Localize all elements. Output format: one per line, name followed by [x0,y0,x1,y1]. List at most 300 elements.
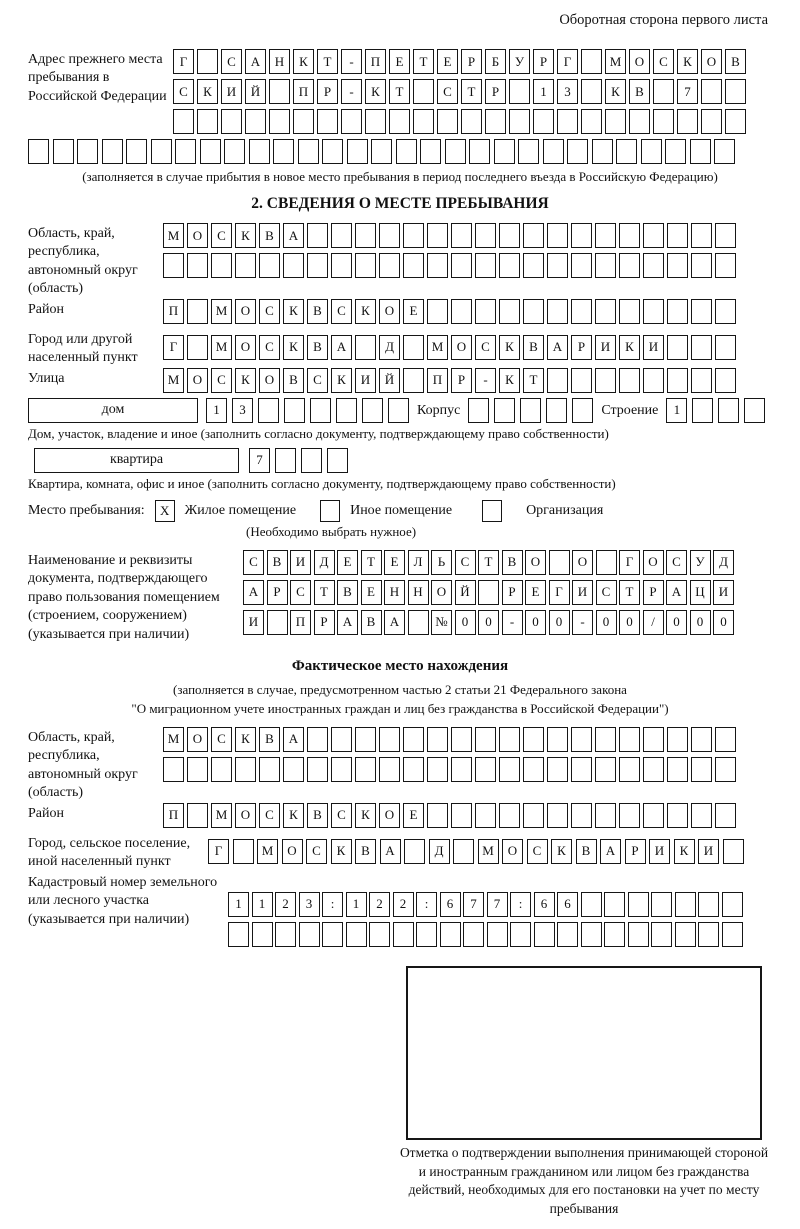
char-cell: : [416,892,437,917]
char-cell: Г [557,49,578,74]
document-row-2 [243,580,772,605]
char-cell: Е [437,49,458,74]
char-cell: 0 [549,610,570,635]
char-cell [369,922,390,947]
char-cell [523,223,544,248]
apartment-type-box: квартира [34,448,239,473]
district-label: Район [28,301,64,317]
char-cell [187,803,208,828]
char-cell [595,727,616,752]
char-cell [523,757,544,782]
char-cell: С [307,368,328,393]
char-cell: 1 [533,79,554,104]
char-cell [691,803,712,828]
char-cell [427,757,448,782]
char-cell: И [698,839,719,864]
char-cell [310,398,331,423]
district-row [163,299,772,324]
char-cell [604,892,625,917]
char-cell: - [475,368,496,393]
char-cell [534,922,555,947]
char-cell: В [259,223,280,248]
korpus-cells [468,398,593,423]
char-cell [451,757,472,782]
char-cell [499,299,520,324]
char-cell [445,139,466,164]
char-cell [714,139,735,164]
other-premise-label: Иное помещение [350,502,453,518]
char-cell [691,335,712,360]
street-block [28,368,772,398]
char-cell: Р [485,79,506,104]
char-cell [701,109,722,134]
char-cell: 3 [299,892,320,917]
char-cell [346,922,367,947]
char-cell: Д [314,550,335,575]
actual-region-block [28,727,772,803]
char-cell [667,253,688,278]
char-cell: С [290,580,311,605]
char-cell: 0 [713,610,734,635]
char-cell: Н [269,49,290,74]
char-cell [665,139,686,164]
char-cell [523,803,544,828]
char-cell [301,448,322,473]
char-cell: К [283,803,304,828]
char-cell [691,757,712,782]
char-cell [475,223,496,248]
stamp-box [406,966,762,1140]
char-cell: М [163,368,184,393]
char-cell [331,727,352,752]
char-cell [690,139,711,164]
char-cell [715,335,736,360]
char-cell: К [365,79,386,104]
checkbox-organization [482,500,502,522]
char-cell [269,79,290,104]
char-cell: Ц [690,580,711,605]
char-cell [403,223,424,248]
section2-title: 2. СВЕДЕНИЯ О МЕСТЕ ПРЕБЫВАНИЯ [251,195,549,212]
char-cell [102,139,123,164]
char-cell [725,79,746,104]
char-cell: 1 [206,398,227,423]
char-cell [197,109,218,134]
char-cell [571,757,592,782]
char-cell: А [245,49,266,74]
char-cell [667,757,688,782]
char-cell: Й [245,79,266,104]
char-cell: 6 [440,892,461,917]
char-cell: С [475,335,496,360]
char-cell: С [437,79,458,104]
char-cell: К [235,223,256,248]
char-cell [228,922,249,947]
stroenie-cells [666,398,765,423]
char-cell: Г [208,839,229,864]
char-cell [723,839,744,864]
city-block [28,329,772,368]
prev-address-row-3 [173,109,772,134]
char-cell: 7 [463,892,484,917]
organization-label: Организация [526,502,604,518]
char-cell [451,803,472,828]
char-cell: В [267,550,288,575]
char-cell: У [509,49,530,74]
char-cell [667,223,688,248]
char-cell [619,727,640,752]
char-cell [379,757,400,782]
char-cell [451,253,472,278]
char-cell [403,335,424,360]
char-cell [252,922,273,947]
char-cell [718,398,739,423]
prev-address-caption: (заполняется в случае прибытия в новое место пребывания в период последнего въезда в Российскую Федерацию) [82,169,718,184]
region-row-1 [163,223,772,248]
char-cell [547,299,568,324]
char-cell: С [331,299,352,324]
char-cell [322,922,343,947]
char-cell: О [187,368,208,393]
char-cell: 6 [557,892,578,917]
char-cell [307,223,328,248]
char-cell [629,109,650,134]
char-cell: Д [713,550,734,575]
char-cell: О [379,803,400,828]
char-cell [667,803,688,828]
char-cell [298,139,319,164]
char-cell [518,139,539,164]
char-cell [691,253,712,278]
place-type-label: Место пребывания: [28,502,145,518]
char-cell [533,109,554,134]
char-cell [651,892,672,917]
char-cell [595,757,616,782]
char-cell: М [257,839,278,864]
char-cell [549,550,570,575]
char-cell: Е [389,49,410,74]
char-cell [347,139,368,164]
char-cell: 0 [666,610,687,635]
char-cell [420,139,441,164]
char-cell: К [551,839,572,864]
cadastral-row-1 [228,892,772,917]
char-cell [675,892,696,917]
char-cell: К [235,727,256,752]
char-cell: 6 [534,892,555,917]
char-cell [571,368,592,393]
char-cell: Т [619,580,640,605]
char-cell [572,398,593,423]
char-cell: С [259,299,280,324]
char-cell: И [713,580,734,605]
char-cell [371,139,392,164]
char-cell [715,757,736,782]
char-cell [379,223,400,248]
char-cell: Т [314,580,335,605]
char-cell [299,922,320,947]
char-cell [317,109,338,134]
char-cell: Г [163,335,184,360]
char-cell [427,803,448,828]
char-cell [499,803,520,828]
char-cell: О [701,49,722,74]
checkbox-other-premise [320,500,340,522]
char-cell [604,922,625,947]
char-cell: Р [502,580,523,605]
char-cell [331,757,352,782]
prev-address-row-2 [173,79,772,104]
char-cell [592,139,613,164]
char-cell [619,253,640,278]
char-cell [259,757,280,782]
char-cell: 0 [525,610,546,635]
char-cell [596,550,617,575]
char-cell [691,299,712,324]
char-cell [437,109,458,134]
char-cell: К [677,49,698,74]
char-cell: 0 [478,610,499,635]
char-cell: П [163,803,184,828]
char-cell [451,727,472,752]
char-cell: О [451,335,472,360]
char-cell [547,803,568,828]
char-cell: К [331,839,352,864]
char-cell [616,139,637,164]
char-cell [628,892,649,917]
char-cell [355,757,376,782]
char-cell [691,727,712,752]
char-cell [667,299,688,324]
char-cell [725,109,746,134]
char-cell: Т [317,49,338,74]
char-cell: Б [485,49,506,74]
char-cell [605,109,626,134]
char-cell [595,253,616,278]
char-cell: Т [361,550,382,575]
char-cell [715,368,736,393]
char-cell: И [572,580,593,605]
char-cell [273,139,294,164]
char-cell [245,109,266,134]
char-cell [151,139,172,164]
char-cell: О [629,49,650,74]
char-cell [653,109,674,134]
street-label: Улица [28,370,65,386]
char-cell [628,922,649,947]
char-cell: 7 [487,892,508,917]
char-cell [355,253,376,278]
char-cell [355,223,376,248]
char-cell [619,803,640,828]
char-cell [595,299,616,324]
char-cell [499,223,520,248]
char-cell [355,335,376,360]
cadastral-block [28,872,772,952]
char-cell [571,223,592,248]
region-block [28,223,772,299]
char-cell: В [355,839,376,864]
char-cell: М [163,727,184,752]
char-cell: А [547,335,568,360]
char-cell: А [600,839,621,864]
char-cell: И [221,79,242,104]
char-cell [187,335,208,360]
char-cell: В [629,79,650,104]
char-cell [451,223,472,248]
char-cell: 2 [275,892,296,917]
actual-caption-line2: "О миграционном учете иностранных граждан и лиц без гражданства в Российской Федерации") [131,701,669,716]
char-cell [715,803,736,828]
char-cell: С [173,79,194,104]
actual-region-row-1 [163,727,772,752]
char-cell [307,757,328,782]
char-cell [701,79,722,104]
char-cell [744,398,765,423]
char-cell [619,299,640,324]
place-type-note: (Необходимо выбрать нужное) [246,523,417,539]
char-cell [499,757,520,782]
house-block [28,398,772,423]
char-cell: К [605,79,626,104]
char-cell: Р [451,368,472,393]
char-cell [520,398,541,423]
char-cell: Е [384,550,405,575]
char-cell: 2 [369,892,390,917]
char-cell: И [355,368,376,393]
char-cell: : [510,892,531,917]
char-cell: Т [389,79,410,104]
char-cell: С [259,335,280,360]
char-cell: Р [533,49,554,74]
char-cell [249,139,270,164]
char-cell [546,398,567,423]
stamp-caption: Отметка о подтверждении выполнения принимающей стороной и иностранным гражданином или лицом без гражданства действий, необходимых для его постановки на учет по месту пребывания [399,1144,769,1217]
char-cell: Ь [431,550,452,575]
char-cell: Т [461,79,482,104]
char-cell [307,727,328,752]
char-cell: В [523,335,544,360]
char-cell: № [431,610,452,635]
char-cell: Р [317,79,338,104]
char-cell: Е [403,803,424,828]
char-cell [667,335,688,360]
page-side-note: Оборотная сторона первого листа [559,12,768,28]
prev-address-row-1 [173,49,772,74]
char-cell [675,922,696,947]
char-cell: М [211,803,232,828]
char-cell: Р [314,610,335,635]
char-cell [163,253,184,278]
char-cell: Г [549,580,570,605]
char-cell [469,139,490,164]
char-cell [379,727,400,752]
char-cell [163,757,184,782]
actual-caption-line1: (заполняется в случае, предусмотренном частью 2 статьи 21 Федерального закона [173,682,627,698]
char-cell [211,253,232,278]
char-cell: И [595,335,616,360]
char-cell: 1 [252,892,273,917]
char-cell: 1 [346,892,367,917]
actual-location-caption [28,681,772,719]
char-cell: П [293,79,314,104]
char-cell [547,368,568,393]
korpus-label: Корпус [417,402,461,418]
residential-label: Жилое помещение [184,502,297,518]
char-cell: О [525,550,546,575]
char-cell [643,253,664,278]
char-cell: С [666,550,687,575]
char-cell: Е [525,580,546,605]
cadastral-row-2 [228,922,772,947]
char-cell: Р [461,49,482,74]
char-cell: С [331,803,352,828]
char-cell [235,757,256,782]
char-cell: К [235,368,256,393]
char-cell [451,299,472,324]
char-cell [403,757,424,782]
actual-city-label: Город, сельское поселение, иной населенный пункт [28,835,191,870]
char-cell: О [572,550,593,575]
char-cell: О [643,550,664,575]
char-cell [641,139,662,164]
char-cell [463,922,484,947]
char-cell: 0 [690,610,711,635]
char-cell [307,253,328,278]
char-cell: С [221,49,242,74]
char-cell: В [307,803,328,828]
char-cell: П [290,610,311,635]
actual-district-block [28,803,772,833]
stroenie-label: Строение [601,402,659,418]
char-cell [619,368,640,393]
char-cell [331,253,352,278]
char-cell: М [211,299,232,324]
char-cell [653,79,674,104]
district-block [28,299,772,329]
char-cell [327,448,348,473]
char-cell: Т [523,368,544,393]
char-cell: С [259,803,280,828]
house-type-box: дом [28,398,198,423]
char-cell [322,139,343,164]
char-cell [523,253,544,278]
char-cell [453,839,474,864]
char-cell: К [283,335,304,360]
char-cell: Р [267,580,288,605]
char-cell [581,922,602,947]
actual-region-label: Область, край, республика, автономный округ (область) [28,729,138,801]
char-cell [691,223,712,248]
actual-location-title: Фактическое место нахождения [291,658,509,675]
char-cell [403,368,424,393]
char-cell: О [502,839,523,864]
char-cell [475,803,496,828]
char-cell: 7 [677,79,698,104]
document-block [28,550,772,644]
document-label: Наименование и реквизиты документа, подтверждающего право пользования помещением (строением, сооружением) (указывается при наличии) [28,552,220,642]
char-cell: К [619,335,640,360]
char-cell [365,109,386,134]
char-cell [269,109,290,134]
char-cell [581,79,602,104]
char-cell [427,253,448,278]
char-cell [571,803,592,828]
char-cell [258,398,279,423]
actual-city-row [208,839,772,864]
apartment-caption: Квартира, комната, офис и иное (заполнить согласно документу, подтверждающему право собственности) [28,475,616,491]
cadastral-label: Кадастровый номер земельного или лесного участка (указывается при наличии) [28,874,218,927]
